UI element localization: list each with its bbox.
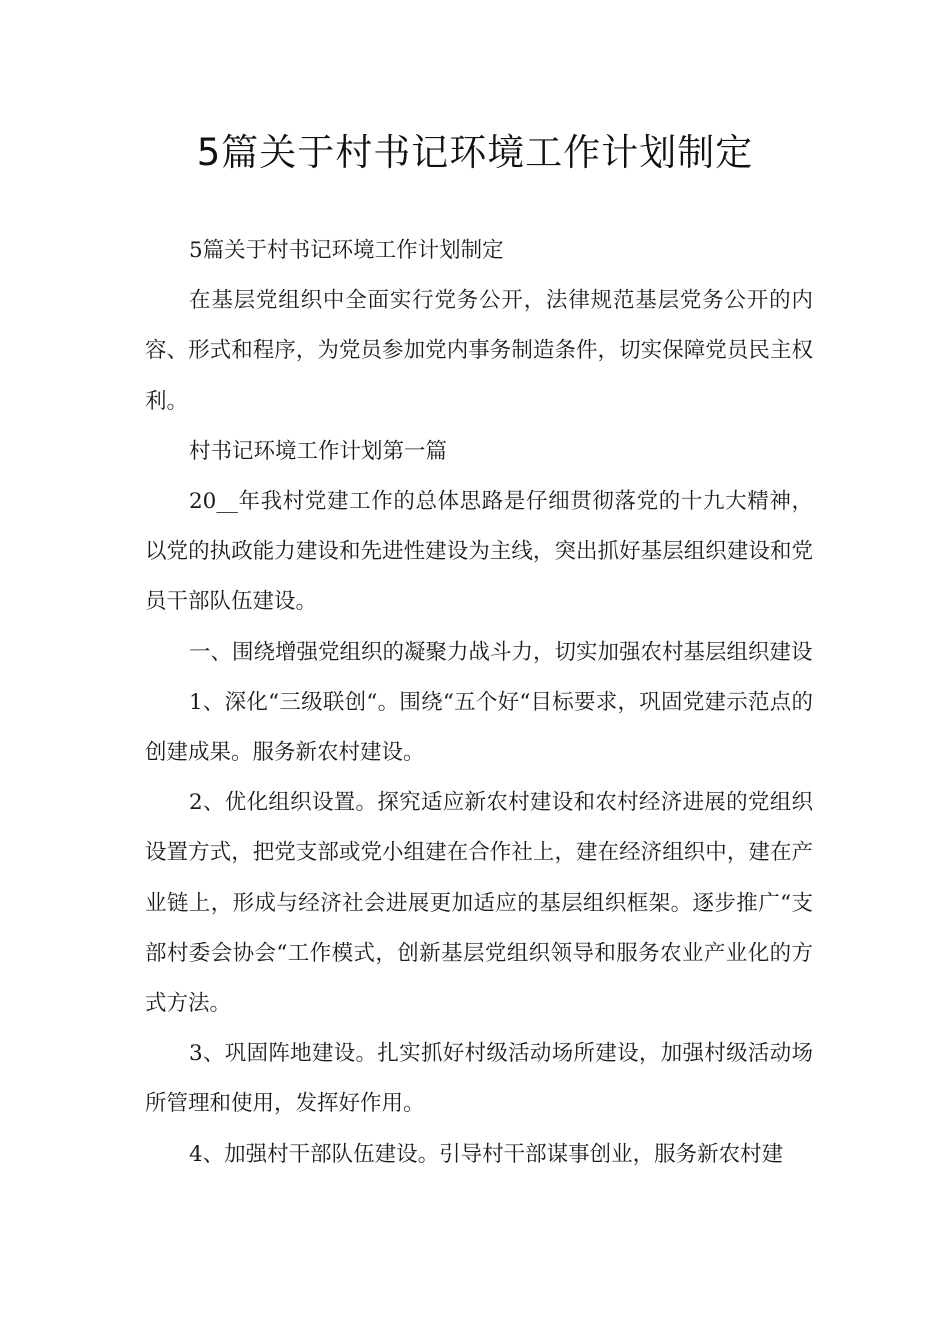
paragraph-section-heading: 村书记环境工作计划第一篇 (189, 438, 448, 464)
paragraph-heading-one: 一、围绕增强党组织的凝聚力战斗力，切实加强农村基层组织建设 (189, 639, 813, 665)
paragraph-intro: 在基层党组织中全面实行党务公开，法律规范基层党务公开的内容、形式和程序，为党员参加党内事务制造条件，切实保障党员民主权利。 (145, 288, 813, 414)
paragraph-item-2: 2、优化组织设置。探究适应新农村建设和农村经济进展的党组织设置方式，把党支部或党小组建在合作社上，建在经济组织中，建在产业链上，形成与经济社会进展更加适应的基层组织框架。逐步推广“支部村委会协会“工作模式，创新基层党组织领导和服务农业产业化的方式方法。 (145, 790, 813, 1017)
paragraph-item-4: 4、加强村干部队伍建设。引导村干部谋事创业，服务新农村建 (189, 1141, 784, 1167)
paragraph-item-1: 1、深化“三级联创“。围绕“五个好“目标要求，巩固党建示范点的创建成果。服务新农村建设。 (145, 689, 813, 766)
document-title: 5篇关于村书记环境工作计划制定 (196, 131, 754, 174)
paragraph-subtitle: 5篇关于村书记环境工作计划制定 (189, 238, 504, 263)
paragraph-overview: 20__年我村党建工作的总体思路是仔细贯彻落党的十九大精神，以党的执政能力建设和先进性建设为主线，突出抓好基层组织建设和党员干部队伍建设。 (145, 489, 813, 615)
document-body (145, 226, 813, 1180)
paragraph-item-3: 3、巩固阵地建设。扎实抓好村级活动场所建设，加强村级活动场所管理和使用，发挥好作用。 (145, 1041, 813, 1117)
